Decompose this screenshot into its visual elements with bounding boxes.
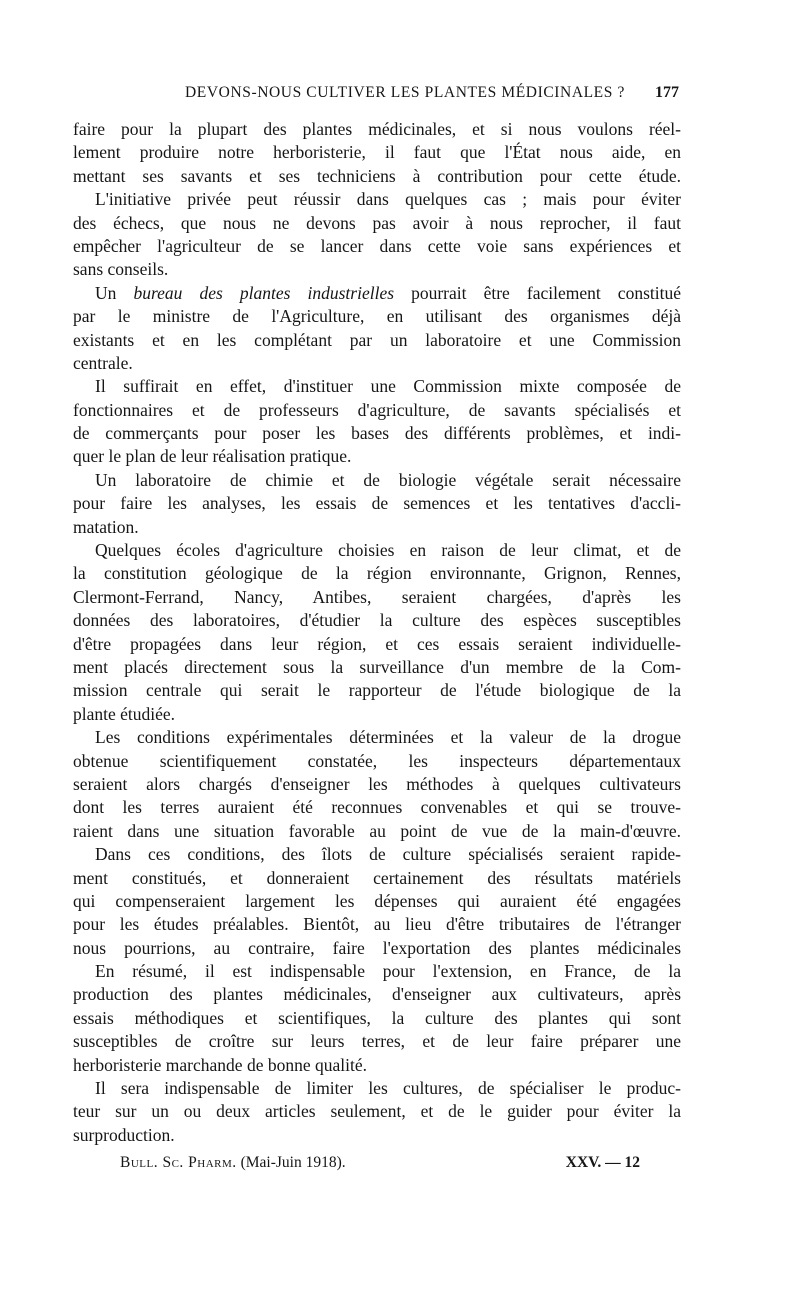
italic-term: bureau des plantes industrielles — [133, 282, 395, 303]
text-span: Un — [95, 282, 134, 303]
text-line: surproduction. — [73, 1124, 175, 1145]
text-line: L'initiative privée peut réussir dans quelques cas ; mais pour éviter — [95, 189, 681, 210]
text-line: production des plantes médicinales, d'enseigner aux cultivateurs, après — [73, 984, 681, 1005]
text-line: sans conseils. — [73, 259, 169, 280]
text-line: mission centrale qui serait le rapporteur de l'étude biologique de la — [73, 680, 681, 701]
text-line: Clermont-Ferrand, Nancy, Antibes, seraient chargées, d'après les — [73, 586, 681, 607]
text-line: lement produire notre herboristerie, il faut que l'État nous aide, en — [73, 142, 681, 163]
text-line: obtenue scientifiquement constatée, les inspecteurs départementaux — [73, 750, 681, 771]
text-line: matation. — [73, 516, 139, 537]
running-title: DEVONS-NOUS CULTIVER LES PLANTES MÉDICINALES ? — [185, 84, 625, 101]
page-footer — [120, 1154, 640, 1178]
text-line: raient dans une situation favorable au point de vue de la main-d'œuvre. — [73, 820, 681, 841]
page-number: 177 — [655, 84, 679, 101]
text-line: quer le plan de leur réalisation pratique. — [73, 446, 352, 467]
text-line: Quelques écoles d'agriculture choisies en raison de leur climat, et de — [95, 540, 681, 561]
text-line: mettant ses savants et ses techniciens à contribution pour cette étude. — [73, 165, 681, 186]
text-line: d'être propagées dans leur région, et ces essais seraient individuelle- — [73, 633, 681, 654]
journal-issue: (Mai-Juin 1918). — [240, 1154, 346, 1171]
text-line: la constitution géologique de la région environnante, Grignon, Rennes, — [73, 563, 681, 584]
text-line: données des laboratoires, d'étudier la culture des espèces susceptibles — [73, 610, 681, 631]
text-line: Un laboratoire de chimie et de biologie végétale serait nécessaire — [95, 469, 681, 490]
text-line: pour les études préalables. Bientôt, au lieu d'être tributaires de l'étranger — [73, 914, 681, 935]
text-line: herboristerie marchande de bonne qualité. — [73, 1054, 367, 1075]
running-head — [75, 84, 683, 108]
body-text — [73, 118, 681, 1147]
text-line: Les conditions expérimentales déterminées et la valeur de la drogue — [95, 727, 681, 748]
text-line: ment placés directement sous la surveillance d'un membre de la Com- — [73, 656, 681, 677]
text-line: par le ministre de l'Agriculture, en utilisant des organismes déjà — [73, 306, 681, 327]
text-line: nous pourrions, au contraire, faire l'exportation des plantes médicinales — [73, 937, 681, 958]
text-line: fonctionnaires et de professeurs d'agriculture, de savants spécialisés et — [73, 399, 681, 420]
text-line: teur sur un ou deux articles seulement, et de le guider pour éviter la — [73, 1101, 681, 1122]
journal-name: Bull. Sc. Pharm. — [120, 1154, 237, 1171]
text-line: existants et en les complétant par un laboratoire et une Commission — [73, 329, 681, 350]
text-line: de commerçants pour poser les bases des différents problèmes, et indi- — [73, 423, 681, 444]
text-line: seraient alors chargés d'enseigner les méthodes à quelques cultivateurs — [73, 773, 681, 794]
text-line: empêcher l'agriculteur de se lancer dans cette voie sans expériences et — [73, 235, 681, 256]
text-line: dont les terres auraient été reconnues convenables et qui se trouve- — [73, 797, 681, 818]
text-line: qui compenseraient largement les dépenses qui auraient été engagées — [73, 890, 681, 911]
text-line: faire pour la plupart des plantes médicinales, et si nous voulons réel- — [73, 119, 681, 139]
text-line: susceptibles de croître sur leurs terres, et de leur faire préparer une — [73, 1031, 681, 1052]
sheet-signature: XXV. — 12 — [565, 1154, 640, 1171]
journal-reference — [120, 1154, 346, 1172]
text-line: Il sera indispensable de limiter les cultures, de spécialiser le produc- — [95, 1078, 681, 1099]
text-line: En résumé, il est indispensable pour l'extension, en France, de la — [95, 961, 681, 982]
text-line: essais méthodiques et scientifiques, la culture des plantes qui sont — [73, 1007, 681, 1028]
text-line: ment constitués, et donneraient certainement des résultats matériels — [73, 867, 681, 888]
text-line: Dans ces conditions, des îlots de culture spécialisés seraient rapide- — [95, 844, 681, 865]
text-line: pour faire les analyses, les essais de semences et les tentatives d'accli- — [73, 493, 681, 514]
text-line: plante étudiée. — [73, 703, 176, 724]
text-line — [73, 282, 681, 305]
text-line: centrale. — [73, 352, 133, 373]
text-line: Il suffirait en effet, d'instituer une Commission mixte composée de — [95, 376, 681, 397]
text-span: pourrait être facilement constitué — [394, 282, 681, 303]
text-line: des échecs, que nous ne devons pas avoir à nous reprocher, il faut — [73, 212, 681, 233]
